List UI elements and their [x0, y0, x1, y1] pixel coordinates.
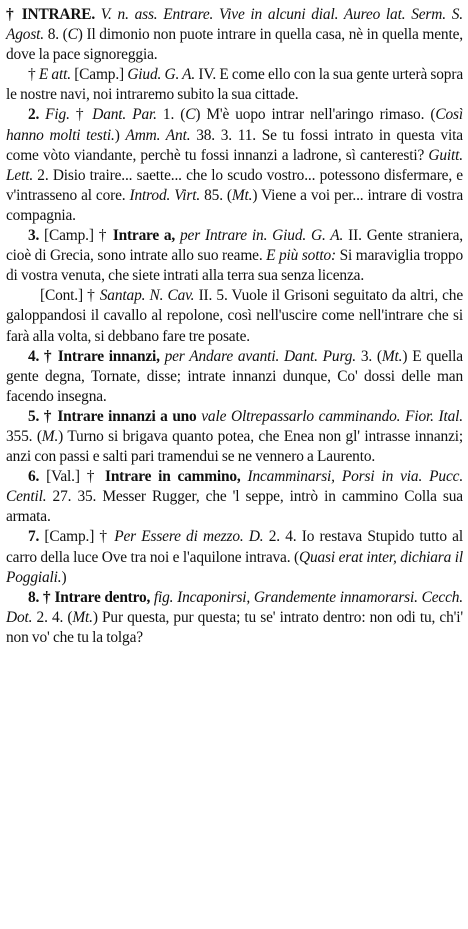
entry-text-run: ) M'è uopo intrar nell'aringo rimaso. ( — [195, 106, 436, 124]
entry-text-run: [Camp.] — [70, 66, 128, 84]
entry-text-run: ) Pur questa, pur questa; tu se' intrato dentro: non odi tu, ch'i' non vo' che tu la tolga? — [6, 608, 463, 646]
entry-text-run: ) Turno si brigava quanto potea, che Enea non gl' intrasse innanzi; anzi con passi e salti pari tramendui se ne vennero a Laurento. — [6, 427, 463, 466]
entry-6-intrare-in-cammino — [6, 467, 463, 527]
entry-text-run: 27. 35. Messer Rugger, che 'l seppe, intrò in cammino Colla sua armata. — [6, 488, 463, 526]
entry-text-run: 2. Disio traire... saette... che lo scudo vostro... potessono disfermare, e v'intrasseno al core. — [6, 166, 463, 204]
entry-text-run: Introd. Virt. — [129, 186, 201, 204]
entry-text-run: Intrare innanzi, — [57, 347, 160, 365]
entry-text-run: 3. — [28, 227, 45, 245]
entry-2-fig — [6, 105, 463, 226]
entry-text-run: ) — [114, 126, 126, 144]
entry-text-run: IV. E come ello con la sua gente urterà sopra le nostre navi, noi intraremo subito la sua cittade. — [6, 66, 464, 104]
entry-text-run: 6. — [28, 468, 47, 486]
entry-text-run: Così hanno molti testi. — [6, 106, 463, 144]
entry-text-run: Fig. — [45, 106, 70, 124]
entry-text-run: ) Viene a voi per... intrare di vostra compagnia. — [6, 186, 464, 224]
entry-text-run: [Val.] † — [46, 468, 106, 486]
entry-text-run: [Camp.] † — [44, 528, 115, 546]
entry-text-run: Intrare innanzi a uno — [57, 407, 197, 425]
entry-text-run: 38. 3. 11. Se tu fossi intrato in questa vita come vòto viandante, perchè tu fossi innanzi a ladrone, sì canteresti? — [6, 126, 463, 164]
entry-text-run: † — [28, 66, 39, 84]
entry-text-run: † INTRARE. — [6, 6, 95, 23]
entry-intrare — [6, 5, 463, 65]
entry-text-run: Per Essere di mezzo. D. — [114, 528, 264, 546]
entry-text-run: Giud. G. A. — [127, 66, 196, 84]
entry-text-run: Intrare in cammino, — [105, 468, 241, 486]
entry-text-run: fig. Incaponirsi, Grandemente innamorarsi. Cecch. Dot. — [6, 588, 463, 626]
entry-text-run: Mt. — [381, 347, 403, 365]
entry-text-run: 2. — [28, 106, 46, 124]
entry-text-run: C — [67, 26, 78, 44]
entry-text-run: vale Oltrepassarlo camminando. Fior. Ital. — [201, 407, 463, 425]
entry-text-run: E più sotto: — [266, 247, 337, 265]
entry-text-run: M. — [41, 427, 59, 445]
entry-text-run: per Andare avanti. Dant. Purg. — [164, 347, 356, 365]
entry-text-run: Intrare dentro, — [54, 588, 151, 606]
entry-text-run: Amm. Ant. — [125, 126, 191, 144]
entry-3-intrare-a — [6, 226, 463, 286]
entry-intrare-att — [6, 65, 463, 105]
entry-text-run: 5. † — [28, 407, 58, 425]
entry-3-cont — [6, 286, 463, 346]
entry-4-intrare-innanzi — [6, 347, 463, 407]
entry-text-run: Guitt. Lett. — [6, 146, 463, 184]
entry-text-run: Mt. — [72, 608, 93, 626]
entry-text-run: 3. ( — [356, 347, 382, 365]
entry-text-run: 7. — [28, 528, 45, 546]
entry-text-run: † — [69, 106, 93, 124]
entry-text-run: ) E quella gente degna, Tornate, disse; intrate innanzi dunque, Co' dossi delle man facendo insegna. — [6, 347, 463, 405]
entry-text-run: 2. 4. ( — [32, 608, 73, 626]
entry-text-run: 8. ( — [44, 26, 68, 44]
entry-text-run: Dant. Par. — [92, 106, 157, 124]
entry-text-run: 85. ( — [200, 186, 232, 204]
entry-text-run: 2. 4. Io restava Stupido tutto al carro della luce Ove tra noi e l'aquilone intrava. ( — [6, 528, 463, 566]
entry-text-run: per Intrare in. Giud. G. A. — [180, 227, 344, 245]
entry-text-run: ) Il dimonio non puote intrare in quella casa, nè in quella mente, dove la pace signoreggia. — [6, 26, 463, 64]
entry-text-run: Quasi erat inter, dichiara il Poggiali. — [6, 548, 464, 586]
entry-text-run: Incamminarsi, Porsi in via. Pucc. Centil. — [6, 468, 464, 506]
entry-text-run: [Camp.] † — [44, 227, 113, 245]
entry-text-run: [Cont.] † — [40, 287, 100, 305]
entry-text-run: Mt. — [231, 186, 253, 204]
entry-text-run: Santap. N. Cav. — [99, 287, 195, 305]
entry-text-run: E att. — [38, 66, 71, 84]
entry-text-run: Si maraviglia troppo di vostra venuta, che siete intrati alla terra sua senza licenza. — [6, 247, 463, 285]
entry-text-run: V. n. ass. Entrare. Vive in alcuni dial. Aureo lat. Serm. S. Agost. — [6, 6, 463, 44]
entry-8-intrare-dentro — [6, 588, 463, 648]
entry-text-run: 4. † — [28, 347, 58, 365]
entry-text-run: 1. ( — [156, 106, 186, 124]
entry-7-essere-di-mezzo — [6, 527, 463, 587]
entry-text-run: 355. ( — [6, 427, 42, 445]
entry-text-run: II. 5. Vuole il Grisoni seguitato da altri, che galoppandosi il cavallo al repolone, così nell'uscire come nell'intrare che si farà alla volta, si debbano fare tre posate. — [6, 287, 464, 345]
entry-text-run: II. Gente straniera, cioè di Grecia, sono intrate allo suo reame. — [6, 227, 463, 265]
entry-text-run: 8. † — [28, 588, 55, 606]
entry-text-run: ) — [61, 568, 67, 586]
entry-5-intrare-innanzi-a-uno — [6, 407, 463, 467]
entry-text-run: C — [185, 106, 196, 124]
entry-text-run: Intrare a, — [112, 227, 176, 245]
